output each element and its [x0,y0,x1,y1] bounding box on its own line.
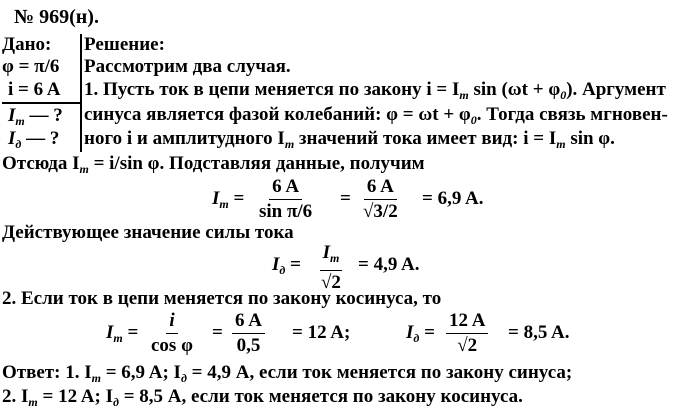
eq4-fraction [446,310,488,357]
solution-line-1: Рассмотрим два случая. [84,56,291,77]
eq1-denominator-2: √3/2 [363,201,398,222]
eq1-fraction-1 [256,176,315,223]
eq4-lhs: $I_д$ = [406,322,435,345]
eq2-fraction [318,242,344,294]
eq3-denominator-1: cos φ [151,335,193,356]
eq3-fraction-1 [148,310,196,357]
eq3-numerator-1: i [166,310,177,334]
eq2-numerator: $I_m$ [320,242,343,271]
eq3-lhs: $I_m$ = [106,322,139,345]
eq4-result: = 8,5 A. [508,322,570,343]
answer-line-2: 2. $I_m = 12$ A; $I_д = 8,5$ A, если ток меняется по закону косинуса. [2,386,523,409]
problem-number: № 969(н). [14,6,99,28]
eq4-numerator: 12 A [446,310,488,334]
eq1-numerator-2: 6 A [364,176,397,200]
given-unknown-effective: $I_д$ — ? [8,128,60,151]
eq1-fraction-2 [360,176,401,223]
eq1-equals: = [340,188,351,209]
solution-line-3: синуса является фазой колебаний: $\varphi = \omega t + \varphi_0$. Тогда связь мгновен- [84,104,668,127]
given-phi: φ = π/6 [2,56,60,77]
eq1-numerator-1: 6 A [269,176,302,200]
solution-line-4: ного i и амплитудного $I_m$ значений тока имеет вид: $i = I_m$ sin φ. [84,128,615,151]
eq1-result: = 6,9 A. [422,188,484,209]
eq2-denominator: √2 [321,272,341,293]
answer-line-1: Ответ: 1. $I_m = 6,9$ A; $I_д = 4,9$ A, если ток меняется по закону синуса; [2,362,573,385]
given-divider [2,102,80,104]
solution-line-7: 2. Если ток в цепи меняется по закону косинуса, то [2,288,442,309]
eq3-fraction-2 [232,310,265,357]
eq3-equals: = [212,322,223,343]
solution-line-6: Действующее значение силы тока [2,222,294,243]
eq4-denominator: √2 [457,335,478,356]
eq1-lhs: $I_m$ = [212,188,245,211]
solution-line-5: Отсюда $I_m = i/\sin$ φ. Подставляя данные, получим [2,153,425,176]
given-label: Дано: [2,34,52,55]
eq1-denominator-1: sin π/6 [259,201,313,222]
solution-label: Решение: [84,34,165,55]
eq3-numerator-2: 6 A [232,310,265,334]
given-current: i = 6 A [8,79,61,100]
eq3-denominator-2: 0,5 [236,335,261,356]
eq2-result: = 4,9 A. [358,254,420,275]
eq2-lhs: $I_д$ = [272,254,301,277]
given-separator [80,34,82,152]
eq3-result: = 12 A; [292,322,351,343]
solution-line-2: 1. Пусть ток в цепи меняется по закону $i = I_m$ $\sin (\omega t + \varphi_0)$. Аргумент [84,79,666,102]
given-unknown-amplitude: $I_m$ — ? [8,105,63,128]
